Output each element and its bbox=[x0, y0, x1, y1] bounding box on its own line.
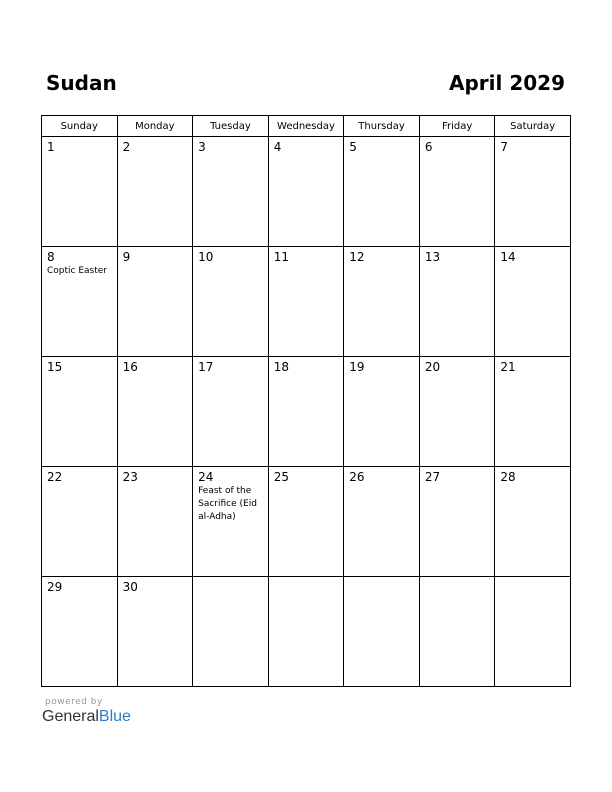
day-number: 2 bbox=[122, 140, 131, 154]
day-cell bbox=[117, 137, 193, 247]
day-cell bbox=[42, 357, 118, 467]
day-number: 24 bbox=[198, 470, 214, 484]
day-number: 13 bbox=[424, 250, 441, 264]
day-number: 26 bbox=[349, 470, 365, 484]
week-row bbox=[42, 247, 571, 357]
day-number: 6 bbox=[424, 140, 433, 154]
week-row bbox=[42, 467, 571, 577]
day-number: 27 bbox=[424, 470, 441, 484]
day-number: 1 bbox=[47, 140, 55, 154]
brand-general-text: General bbox=[42, 708, 99, 725]
day-cell bbox=[495, 577, 571, 687]
day-number: 5 bbox=[349, 140, 357, 154]
day-number: 21 bbox=[500, 360, 516, 374]
day-cell bbox=[193, 137, 269, 247]
day-number: 15 bbox=[47, 360, 63, 374]
holiday-label: Feast of the Sacrifice (Eid al-Adha) bbox=[198, 486, 257, 522]
calendar-grid bbox=[41, 115, 571, 687]
day-number: 12 bbox=[349, 250, 365, 264]
day-number: 4 bbox=[273, 140, 282, 154]
month-year-title: April 2029 bbox=[449, 71, 565, 95]
day-cell bbox=[268, 467, 344, 577]
day-cell bbox=[268, 357, 344, 467]
week-row bbox=[42, 137, 571, 247]
day-cell bbox=[193, 577, 269, 687]
day-cell bbox=[42, 137, 118, 247]
day-cell bbox=[419, 247, 495, 357]
week-row bbox=[42, 357, 571, 467]
day-cell bbox=[419, 577, 495, 687]
day-cell bbox=[117, 577, 193, 687]
day-number: 23 bbox=[122, 470, 138, 484]
weekday-header-sunday: Sunday bbox=[42, 116, 118, 137]
generalblue-logo[interactable] bbox=[42, 708, 131, 726]
day-cell bbox=[193, 467, 269, 577]
powered-by-label: powered by bbox=[45, 697, 103, 707]
weekday-header-monday: Monday bbox=[117, 116, 193, 137]
day-cell bbox=[495, 137, 571, 247]
day-cell bbox=[344, 357, 420, 467]
day-cell bbox=[117, 357, 193, 467]
day-number: 16 bbox=[122, 360, 138, 374]
day-cell bbox=[344, 247, 420, 357]
day-number: 3 bbox=[198, 140, 206, 154]
day-cell bbox=[495, 247, 571, 357]
day-cell bbox=[495, 357, 571, 467]
day-number: 7 bbox=[500, 140, 509, 154]
weekday-header-row bbox=[42, 116, 571, 137]
brand-blue-text: Blue bbox=[98, 708, 131, 725]
day-number: 8 bbox=[47, 250, 55, 264]
weekday-header-thursday: Thursday bbox=[344, 116, 420, 137]
weekday-header-wednesday: Wednesday bbox=[268, 116, 344, 137]
day-number: 29 bbox=[47, 580, 63, 594]
day-cell bbox=[42, 467, 118, 577]
holiday-label: Coptic Easter bbox=[47, 266, 107, 276]
day-number: 19 bbox=[349, 360, 365, 374]
country-title: Sudan bbox=[46, 71, 117, 95]
day-number: 30 bbox=[122, 580, 138, 594]
day-cell bbox=[419, 467, 495, 577]
day-number: 10 bbox=[198, 250, 214, 264]
day-number: 25 bbox=[273, 470, 289, 484]
day-cell bbox=[268, 247, 344, 357]
weekday-header-friday: Friday bbox=[419, 116, 495, 137]
day-number: 14 bbox=[500, 250, 516, 264]
day-cell bbox=[42, 577, 118, 687]
day-cell bbox=[495, 467, 571, 577]
day-cell bbox=[193, 247, 269, 357]
day-cell bbox=[344, 467, 420, 577]
day-number: 18 bbox=[273, 360, 289, 374]
day-cell bbox=[268, 577, 344, 687]
day-number: 20 bbox=[424, 360, 441, 374]
day-number: 17 bbox=[198, 360, 214, 374]
day-number: 22 bbox=[47, 470, 63, 484]
day-number: 9 bbox=[122, 250, 131, 264]
day-cell bbox=[193, 357, 269, 467]
day-cell bbox=[419, 357, 495, 467]
day-cell bbox=[117, 467, 193, 577]
day-number: 28 bbox=[500, 470, 516, 484]
week-row bbox=[42, 577, 571, 687]
day-cell bbox=[42, 247, 118, 357]
weekday-header-saturday: Saturday bbox=[495, 116, 571, 137]
day-cell bbox=[344, 577, 420, 687]
day-number: 11 bbox=[273, 250, 289, 264]
day-cell bbox=[268, 137, 344, 247]
day-cell bbox=[419, 137, 495, 247]
weekday-header-tuesday: Tuesday bbox=[193, 116, 269, 137]
day-cell bbox=[117, 247, 193, 357]
day-cell bbox=[344, 137, 420, 247]
